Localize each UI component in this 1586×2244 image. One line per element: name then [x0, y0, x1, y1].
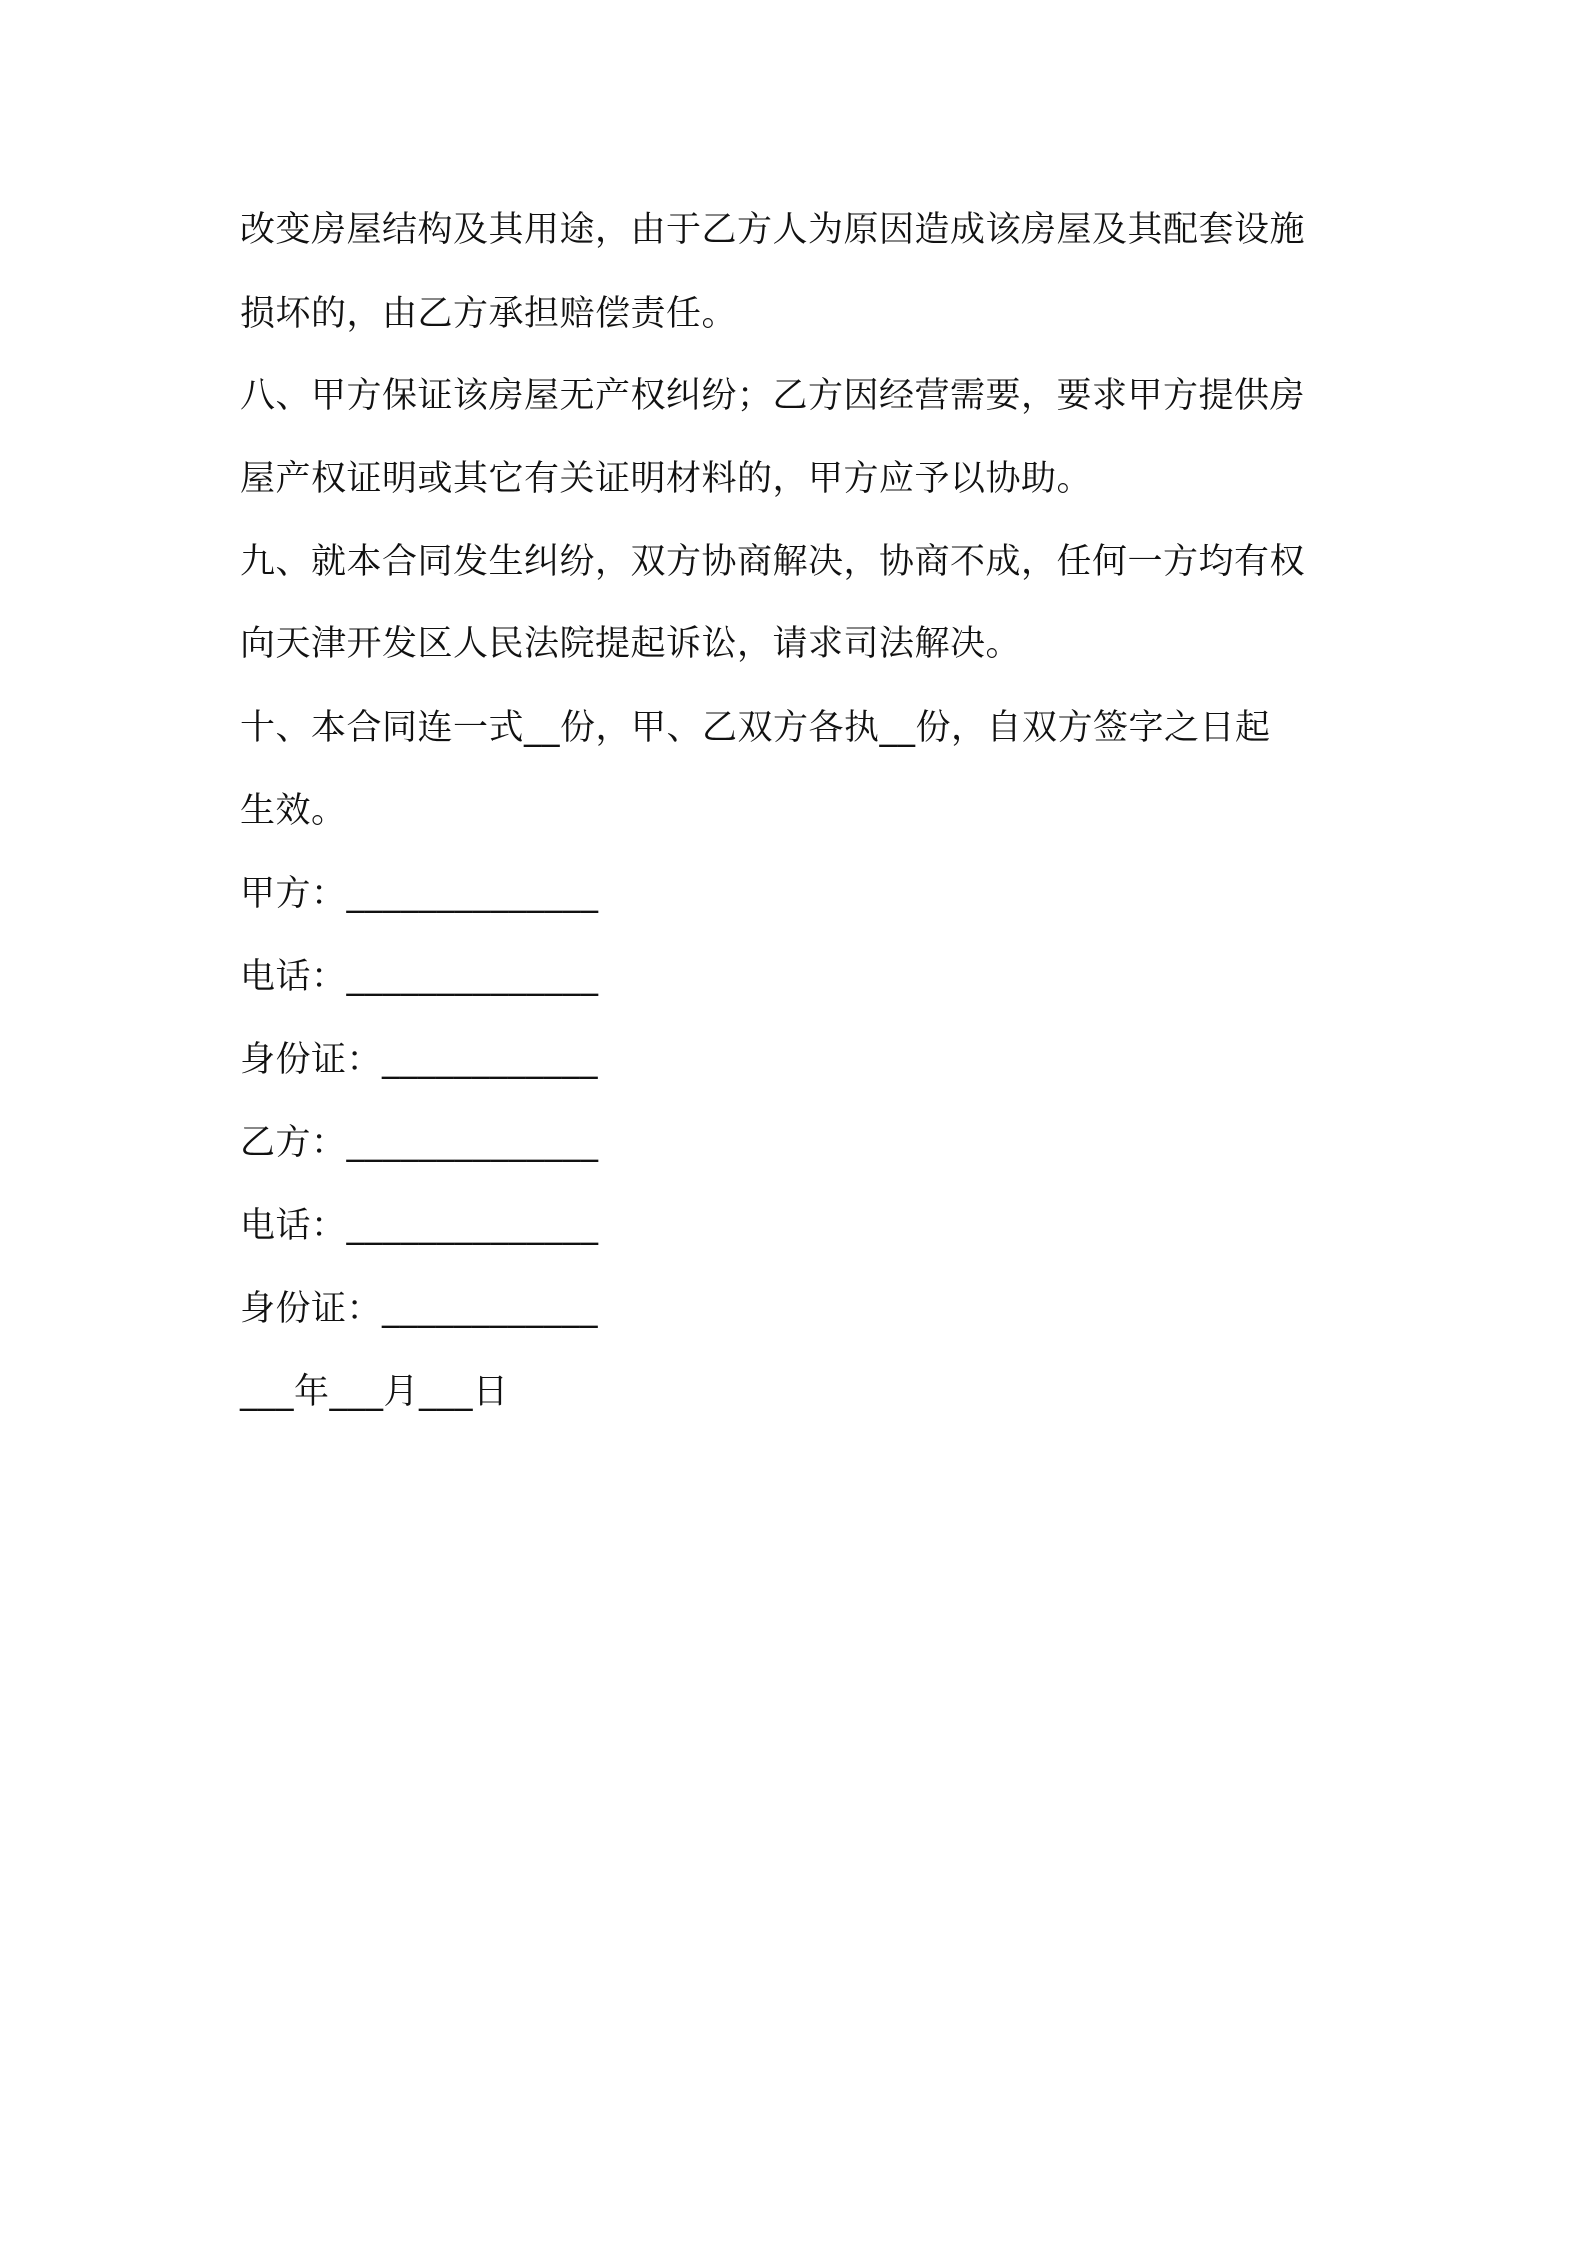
party-b-id: 身份证：____________: [240, 1289, 599, 1329]
clause-10-line-1: 十、本合同连一式__份，甲、乙双方各执__份，自双方签字之日起: [240, 708, 1271, 748]
clause-8-line-2: 屋产权证明或其它有关证明材料的，甲方应予以协助。: [240, 459, 1093, 499]
clause-7-line-1: 改变房屋结构及其用途，由于乙方人为原因造成该房屋及其配套设施: [240, 210, 1306, 250]
clause-9-line-2: 向天津开发区人民法院提起诉讼，请求司法解决。: [240, 624, 1022, 664]
clause-9-line-1: 九、就本合同发生纠纷，双方协商解决，协商不成，任何一方均有权: [240, 542, 1306, 582]
party-b-signature: 乙方：______________: [240, 1123, 599, 1163]
signing-date: ___年___月___日: [240, 1372, 509, 1412]
clause-7-line-2: 损坏的，由乙方承担赔偿责任。: [240, 294, 738, 334]
party-b-phone: 电话：______________: [240, 1206, 599, 1246]
clause-8-line-1: 八、甲方保证该房屋无产权纠纷；乙方因经营需要，要求甲方提供房: [240, 376, 1306, 416]
party-a-signature: 甲方：______________: [240, 874, 599, 914]
party-a-id: 身份证：____________: [240, 1040, 599, 1080]
clause-10-line-2: 生效。: [240, 791, 347, 831]
party-a-phone: 电话：______________: [240, 957, 599, 997]
